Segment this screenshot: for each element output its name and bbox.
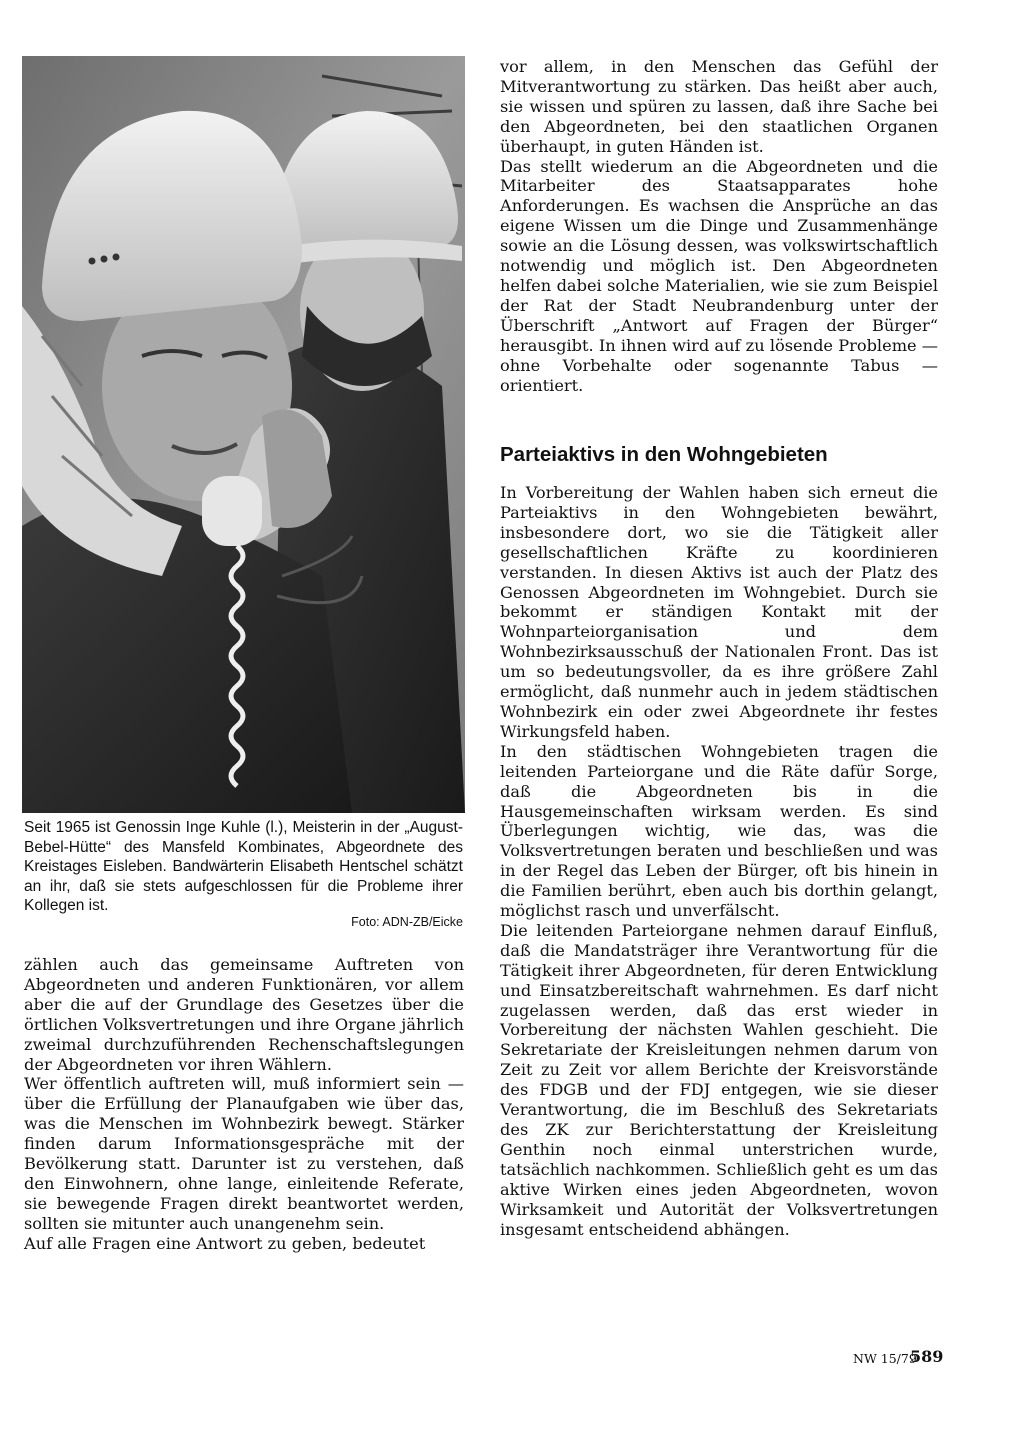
photo-two-workers-with-helmets [22, 56, 465, 813]
right-bottom-paragraph: In den städtischen Wohngebieten tragen die leitenden Parteiorgane und die Räte dafür Sorge, daß die Abgeordneten bis in die Hausgemeinschaften wirksam werden. Es sind Überlegungen wichtig, wie das, was die Volksvertretungen beraten und beschließen und was in der Regel das Leben der Bürger, oft bis hinein in die Familien berührt, eben auch bis dorthin gelangt, möglichst rasch und unverfälscht. [500, 741, 938, 921]
issue-label: NW 15/79 [853, 1351, 917, 1366]
page-number: 589 [910, 1347, 944, 1366]
section-heading: Parteiaktivs in den Wohngebieten [500, 443, 828, 466]
right-bottom-paragraph: In Vorbereitung der Wahlen haben sich erneut die Parteiaktivs in den Wohngebieten bewährt, insbesondere dort, wo sie die Tätigkeit aller gesellschaftlichen Kräfte zu koordinieren verstanden. In diesen Aktivs ist auch der Platz des Genossen Abgeordneten im Wohngebiet. Durch sie bekommt er ständigen Kontakt mit der Wohnparteiorganisation und dem Wohnbezirksausschuß der Nationalen Front. Das ist um so bedeutungsvoller, da es ihre größere Zahl ermöglicht, daß nunmehr auch in jedem städtischen Wohnbezirk ein oder zwei Abgeordnete ihr festes Wirkungsfeld haben. [500, 483, 938, 741]
photo-caption [24, 818, 463, 916]
left-paragraph: Wer öffentlich auftreten will, muß informiert sein — über die Erfüllung der Planaufgaben wie über das, was die Menschen im Wohnbezirk bewegt. Stärker finden darum Informationsgespräche mit der Bevölkerung statt. Darunter ist zu verstehen, daß den Einwohnern, ohne lange, einleitende Referate, sie bewegende Fragen direkt beantwortet werden, sollten sie mitunter auch unangenehm sein. [24, 1074, 464, 1233]
photo-credit: Foto: ADN-ZB/Eicke [351, 915, 463, 929]
caption-text: Seit 1965 ist Genossin Inge Kuhle (l.), Meisterin in der „August-Bebel-Hütte“ des Mansfeld Kombinates, Abgeordnete des Kreistages Eisleben. Bandwärterin Elisabeth Hentschel schätzt an ihr, daß sie stets aufgeschlossen für die Probleme ihrer Kollegen ist. [24, 819, 463, 914]
right-top-paragraph: Das stellt wiederum an die Abgeordneten und die Mitarbeiter des Staatsapparates hohe Anforderungen. Es wachsen die Ansprüche an das eigene Wissen um die Dinge und Zusammenhänge sowie an die Lösung dessen, was volkswirtschaftlich notwendig und möglich ist. Den Abgeordneten helfen dabei solche Materialien, wie sie zum Beispiel der Rat der Stadt Neubrandenburg unter der Überschrift „Antwort auf Fragen der Bürger“ herausgibt. In ihnen wird auf zu lösende Probleme — ohne Vorbehalte oder sogenannte Tabus — orientiert. [500, 156, 938, 395]
right-column-top [500, 57, 938, 395]
left-paragraph: Auf alle Fragen eine Antwort zu geben, bedeutet [24, 1233, 426, 1253]
left-paragraph: zählen auch das gemeinsame Auftreten von Abgeordneten und anderen Funktionären, vor allem aber die auf der Grundlage des Gesetzes über die örtlichen Volksvertretungen und ihre Organe jährlich zweimal durchzuführenden Rechenschaftslegungen der Abgeordneten vor ihren Wählern. [24, 955, 464, 1074]
right-column-bottom [500, 483, 938, 1239]
right-bottom-paragraph: Die leitenden Parteiorgane nehmen darauf Einfluß, daß die Mandatsträger ihre Verantwortung für die Tätigkeit ihrer Abgeordneten, für deren Entwicklung und Einsatzbereitschaft wahrnehmen. Es darf nicht zugelassen werden, daß das erst wieder in Vorbereitung der nächsten Wahlen geschieht. Die Sekretariate der Kreisleitungen nehmen darum von Zeit zu Zeit vor allem Berichte der Kreisvorstände des FDGB und der FDJ entgegen, wie sie dieser Verantwortung, die im Beschluß des Sekretariats des ZK zur Berichterstattung der Kreisleitung Genthin noch einmal unterstrichen wurde, tatsächlich nachkommen. Schließlich geht es um das aktive Wirken eines jeden Abgeordneten, wovon Wirksamkeit und Autorität der Volksvertretungen insgesamt entscheidend abhängen. [500, 920, 938, 1239]
right-top-paragraph: vor allem, in den Menschen das Gefühl der Mitverantwortung zu stärken. Das heißt aber auch, sie wissen und spüren zu lassen, daß ihre Sache bei den Abgeordneten, bei den staatlichen Organen überhaupt, in guten Händen ist. [500, 57, 938, 156]
left-column [24, 955, 464, 1254]
photo-illustration [22, 56, 465, 813]
